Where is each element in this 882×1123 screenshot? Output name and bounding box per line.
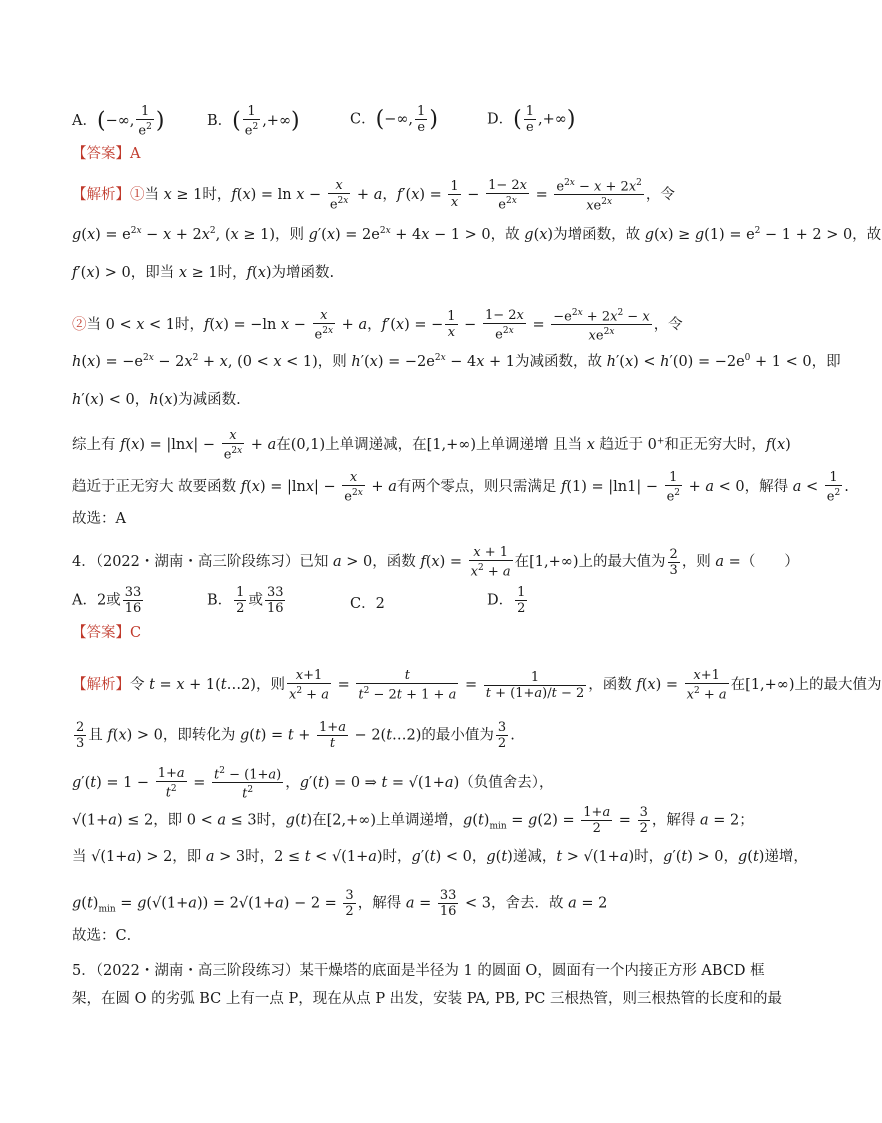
- q3-option-c: C．(−∞, $\frac{1}{e}$ ): [350, 104, 438, 135]
- q3-option-b: B．( $\frac{1}{e^2}$ ,+∞): [207, 104, 300, 139]
- q3-analysis-line-7: 综上有 f(x) = |lnx| − $\frac{x}{e^{2x}}$ + a在(0,1)上单调递减，在[1,+∞)上单调递增 且当 x 趋近于 0+和正无穷大时，f(x): [72, 428, 791, 463]
- q3-analysis-line-2: $g(x) = e^{2x} - x + 2x^2$, (x ≥ 1)，则 $g'(x) = 2e^{2x} + 4x - 1 > 0$，故 g(x)为增函数，故 $g(x) \ge g(1) = e^2 - 1 + 2 > 0$，故: [72, 226, 882, 243]
- q4-analysis-line-3: g′(t) = 1 − $\frac{1+a}{t^2}$ = $\frac{t^2 - (1+a)}{t^2}$ ，g′(t) = 0 ⇒ t = √(1+a)（负值舍去），: [72, 765, 554, 802]
- q5-line-1: 5．（2022・湖南・高三阶段练习）某干燥塔的底面是半径为 1 的圆面 O，圆面有一个内接正方形 ABCD 框: [72, 963, 765, 979]
- q4-analysis-line-4: √(1+a) ≤ 2，即 0 < a ≤ 3时，g(t)在[2,+∞)上单调递增，$g(t)_{min} = g(2)$ = $\frac{1+a}{2}$ = $\frac{3}{2}$ ，解得 a = 2；: [72, 805, 754, 836]
- q4-option-d: D． $\frac{1}{2}$: [487, 585, 526, 616]
- q3-option-d: D．( $\frac{1}{e}$ ,+∞): [487, 104, 576, 135]
- q4-answer: 【答案】C: [72, 625, 142, 641]
- q5-line-2: 架，在圆 O 的劣弧 BC 上有一点 P，现在从点 P 出发，安装 PA, PB, PC 三根热管，则三根热管的长度和的最: [72, 991, 782, 1007]
- q3-analysis-line-8: 趋近于正无穷大 故要函数 f(x) = |lnx| − $\frac{x}{e^{2x}}$ + a有两个零点，则只需满足 f(1) = |ln1| − $\frac{1}{e^2}$ + a < 0，解得 a < $\frac{1}{e^2}$ .: [72, 470, 849, 505]
- q4-option-c: C．2: [350, 596, 385, 612]
- q3-conclusion: 故选：A: [72, 511, 126, 527]
- q4-conclusion: 故选：C．: [72, 928, 142, 944]
- q4-option-b: B． $\frac{1}{2}$ 或 $\frac{33}{16}$: [207, 585, 284, 616]
- q4-option-a: A．2或 $\frac{33}{16}$: [72, 585, 142, 616]
- q3-analysis-line-5: $h(x) = -e^{2x} - 2x^2 + x$, (0 < x < 1)，则 $h'(x) = -2e^{2x} - 4x + 1$为减函数，故 $h'(x) < h'(0) = -2e^0 + 1 < 0$，即: [72, 353, 841, 370]
- q4-stem: 4．（2022・湖南・高三阶段练习）已知 a > 0，函数 f(x) = $\frac{x + 1}{x^2 + a}$ 在[1,+∞)上的最大值为 $\frac{2}{3}$ ，则 a =（ ）: [72, 545, 799, 580]
- q4-analysis-line-2: $\frac{2}{3}$ 且 f(x) > 0，即转化为 g(t) = t + $\frac{1+a}{t}$ − 2(t…2)的最小值为 $\frac{3}{2}$ .: [76, 720, 515, 751]
- q3-answer: 【答案】A: [72, 146, 141, 162]
- q3-analysis-line-3: f′(x) > 0，即当 x ≥ 1时，f(x)为增函数.: [72, 265, 335, 281]
- q3-option-a: A．(−∞, $\frac{1}{e^2}$ ): [72, 104, 165, 139]
- q4-analysis-line-1: 【解析】令 t = x + 1(t…2)，则 $\frac{x+1}{x^2 + a}$ = $\frac{t}{t^2 - 2t + 1 + a}$ = $\frac{1}{t + (1+a)/t - 2}$ ，函数 f(x) = $\frac{x+1}{x^2 + a}$ 在[1,+∞)上的最大值为: [72, 668, 882, 703]
- q4-analysis-line-6: $g(t)_{min} = g(√(1+a)) = 2√(1+a) - 2$ = $\frac{3}{2}$ ，解得 a = $\frac{33}{16}$ < 3，舍去．故 a = 2: [72, 888, 608, 919]
- q4-analysis-line-5: 当 √(1+a) > 2，即 a > 3时，2 ≤ t < √(1+a)时，g′(t) < 0，g(t)递减，t > √(1+a)时，g′(t) > 0，g(t)递增，: [72, 849, 808, 865]
- q3-analysis-line-6: h′(x) < 0，h(x)为减函数.: [72, 392, 241, 408]
- q3-analysis-line-1: 【解析】①当 x ≥ 1时，f(x) = ln x − $\frac{x}{e^{2x}}$ + a，f′(x) = $\frac{1}{x}$ − $\frac{1- 2x}{e^{2x}}$ = $\frac{e^{2x} - x + 2x^2}{xe^{2x}}$ ，令: [72, 177, 675, 214]
- q3-analysis-line-4: ②当 0 < x < 1时，f(x) = −ln x − $\frac{x}{e^{2x}}$ + a，f′(x) = − $\frac{1}{x}$ − $\frac{1- 2x}{e^{2x}}$ = $\frac{-e^{2x} + 2x^2 - x}{xe^{2x}}$ ，令: [72, 307, 683, 344]
